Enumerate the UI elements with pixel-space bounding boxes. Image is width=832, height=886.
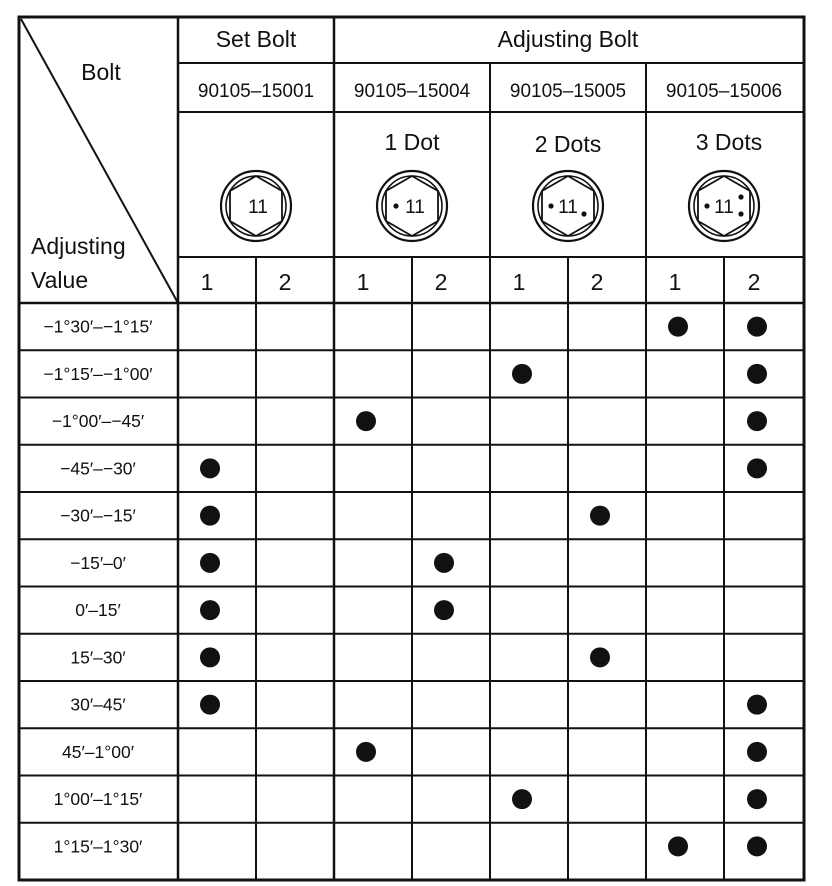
adjusting-value-label: −15′–0′ bbox=[70, 552, 126, 573]
selection-dot bbox=[434, 600, 454, 620]
selection-dot bbox=[590, 647, 610, 667]
position-label: 2 bbox=[434, 269, 448, 295]
bolt-head-icon-2-dots bbox=[533, 171, 603, 241]
dots-label-3: 3 Dots bbox=[695, 129, 763, 155]
position-label-row bbox=[201, 269, 761, 295]
selection-dot bbox=[434, 553, 454, 573]
selection-dot bbox=[747, 742, 767, 762]
part-number-adjusting-3: 90105–15006 bbox=[665, 81, 783, 102]
selection-dot bbox=[356, 411, 376, 431]
position-label: 2 bbox=[590, 269, 604, 295]
selection-dot bbox=[590, 506, 610, 526]
bolt-head-number: 11 bbox=[248, 197, 268, 218]
bolt-head-number: 11 bbox=[405, 197, 425, 218]
position-label: 1 bbox=[356, 269, 370, 295]
adjusting-value-label: −45′–−30′ bbox=[60, 458, 136, 479]
bolt-dot-mark bbox=[581, 211, 586, 216]
bolt-dot-mark bbox=[738, 211, 743, 216]
adjusting-value-label: −1°30′–−1°15′ bbox=[43, 316, 153, 337]
adjusting-value-label: 15′–30′ bbox=[70, 647, 126, 668]
adjusting-value-label: 30′–45′ bbox=[70, 694, 126, 715]
bolt-dot-mark bbox=[738, 194, 743, 199]
selection-dot bbox=[747, 695, 767, 715]
selection-dot bbox=[200, 506, 220, 526]
part-number-set-bolt: 90105–15001 bbox=[197, 81, 315, 102]
adjusting-value-header-line1: Adjusting bbox=[31, 233, 126, 259]
bolt-header-label: Bolt bbox=[81, 59, 121, 85]
selection-dot bbox=[747, 789, 767, 809]
selection-dot bbox=[747, 364, 767, 384]
position-label: 2 bbox=[747, 269, 761, 295]
bolt-head-icon-3-dots bbox=[689, 171, 759, 241]
bolt-head-icon-1-dot bbox=[377, 171, 447, 241]
bolt-head-number: 11 bbox=[714, 197, 734, 218]
adjusting-value-header-line2: Value bbox=[31, 267, 89, 293]
selection-dot bbox=[747, 411, 767, 431]
set-bolt-header: Set Bolt bbox=[215, 26, 297, 52]
part-number-adjusting-2: 90105–15005 bbox=[509, 81, 627, 102]
adjusting-value-label: 1°15′–1°30′ bbox=[53, 836, 143, 857]
selection-dot bbox=[668, 836, 688, 856]
dots-label-1: 1 Dot bbox=[384, 129, 440, 155]
position-label: 1 bbox=[668, 269, 682, 295]
bolt-head-number: 11 bbox=[558, 197, 578, 218]
part-number-adjusting-1: 90105–15004 bbox=[353, 81, 471, 102]
adjusting-value-label: 1°00′–1°15′ bbox=[53, 789, 143, 810]
position-label: 1 bbox=[512, 269, 526, 295]
selection-dot bbox=[747, 458, 767, 478]
selection-dot bbox=[512, 364, 532, 384]
selection-dot bbox=[200, 647, 220, 667]
selection-dot bbox=[512, 789, 532, 809]
adjusting-value-label: 0′–15′ bbox=[75, 600, 121, 621]
selection-dot bbox=[668, 317, 688, 337]
selection-dot bbox=[747, 836, 767, 856]
bolt-dot-mark bbox=[548, 203, 553, 208]
selection-dot bbox=[356, 742, 376, 762]
position-label: 1 bbox=[200, 269, 214, 295]
selection-dot bbox=[200, 695, 220, 715]
selection-dot bbox=[200, 458, 220, 478]
position-label: 2 bbox=[278, 269, 292, 295]
bolt-dot-mark bbox=[393, 203, 398, 208]
bolt-head-icon-set bbox=[221, 171, 291, 241]
bolt-dot-mark bbox=[704, 203, 709, 208]
dots-label-2: 2 Dots bbox=[534, 131, 602, 157]
adjusting-bolt-header: Adjusting Bolt bbox=[497, 26, 639, 52]
adjusting-value-label: 45′–1°00′ bbox=[62, 741, 134, 762]
adjusting-value-label: −30′–−15′ bbox=[60, 505, 136, 526]
selection-dot bbox=[200, 600, 220, 620]
adjusting-value-label: −1°00′–−45′ bbox=[51, 411, 145, 432]
selection-dot bbox=[200, 553, 220, 573]
adjusting-value-label: −1°15′–−1°00′ bbox=[43, 363, 153, 384]
selection-dot bbox=[747, 317, 767, 337]
